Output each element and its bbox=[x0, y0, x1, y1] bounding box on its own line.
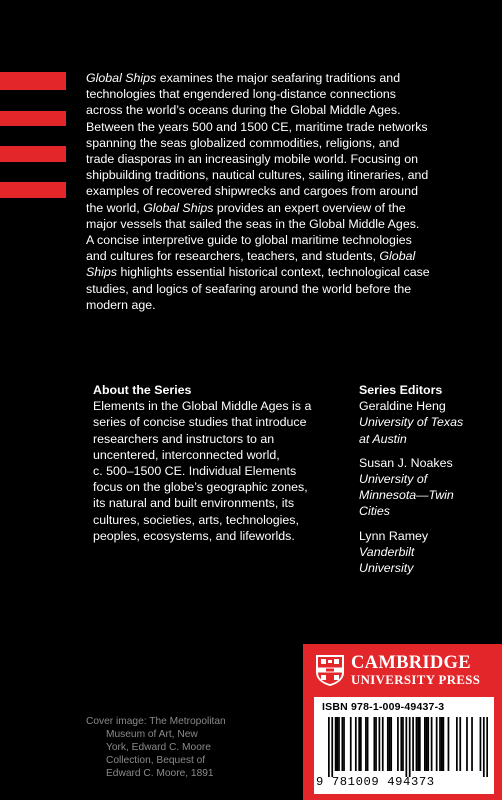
barcode-bar bbox=[412, 717, 414, 771]
book-blurb bbox=[86, 70, 486, 313]
barcode-bar bbox=[350, 717, 352, 771]
red-stripe bbox=[0, 182, 66, 198]
editor-name: Lynn Ramey bbox=[359, 528, 429, 543]
barcode-bar bbox=[483, 717, 485, 777]
about-series-line: cultures, societies, arts, technologies, bbox=[93, 512, 299, 527]
cover-image-credit bbox=[86, 715, 276, 780]
blurb-line bbox=[86, 151, 486, 167]
publisher-logo bbox=[315, 654, 480, 687]
blurb-line bbox=[86, 102, 486, 118]
barcode-bar bbox=[335, 717, 337, 771]
blurb-text: across the world’s oceans during the Global Middle Ages. bbox=[86, 103, 401, 118]
barcode-bar bbox=[387, 717, 389, 771]
blurb-text: studies, and logics of seafaring around the world before the bbox=[86, 281, 412, 296]
barcode-bar bbox=[424, 717, 426, 771]
about-series-line: its natural and built environments, its bbox=[93, 496, 295, 511]
editor-affiliation: University bbox=[359, 561, 414, 576]
blurb-line bbox=[86, 119, 486, 135]
barcode-bar bbox=[459, 717, 461, 771]
editor-affiliation: University of bbox=[359, 472, 428, 487]
barcode-bar bbox=[426, 717, 428, 771]
blurb-text: the world, bbox=[86, 200, 144, 215]
blurb-line bbox=[86, 86, 486, 102]
barcode-bar bbox=[397, 717, 399, 771]
barcode-bar bbox=[358, 717, 360, 771]
series-editor bbox=[359, 455, 494, 520]
blurb-line bbox=[86, 232, 486, 248]
blurb-text: provides an expert overview of the bbox=[213, 200, 406, 215]
publisher-panel bbox=[303, 644, 502, 800]
barcode-bar bbox=[456, 717, 458, 771]
barcode-bar bbox=[389, 717, 391, 771]
red-stripe bbox=[0, 146, 66, 162]
blurb-text: modern age. bbox=[86, 297, 156, 312]
barcode-bar bbox=[417, 717, 419, 771]
red-stripe bbox=[0, 72, 66, 90]
barcode-bar bbox=[331, 717, 333, 777]
blurb-text: Between the years 500 and 1500 CE, maritime trade networks bbox=[86, 119, 428, 134]
barcode-bar bbox=[486, 717, 488, 777]
barcode-bar bbox=[439, 717, 441, 771]
editor-affiliation: Cities bbox=[359, 504, 390, 519]
book-title-italic: Ships bbox=[86, 265, 117, 280]
barcode-bar bbox=[390, 717, 392, 771]
barcode-icon bbox=[328, 717, 488, 777]
isbn-barcode-box bbox=[314, 697, 494, 794]
barcode-bar bbox=[382, 717, 384, 771]
barcode-bar bbox=[402, 717, 404, 771]
book-title-italic: Global Ships bbox=[143, 200, 214, 215]
blurb-line bbox=[86, 70, 486, 86]
credit-line: Museum of Art, New bbox=[106, 729, 198, 740]
editor-affiliation: Vanderbilt bbox=[359, 544, 415, 559]
blurb-line bbox=[86, 200, 486, 216]
cambridge-crest-icon bbox=[315, 654, 345, 687]
barcode-bar bbox=[409, 717, 411, 777]
blurb-text: shipbuilding traditions, nautical cultures, sailing itineraries, and bbox=[86, 168, 429, 183]
barcode-bar bbox=[373, 717, 375, 771]
credit-line: Collection, Bequest of bbox=[106, 755, 206, 766]
barcode-bar bbox=[336, 717, 338, 771]
barcode-bar bbox=[338, 717, 340, 771]
about-series-line: focus on the globe’s geographic zones, bbox=[93, 480, 308, 495]
about-series-text bbox=[93, 398, 338, 544]
editor-affiliation: Minnesota—Twin bbox=[359, 488, 454, 503]
blurb-line bbox=[86, 264, 486, 280]
series-editor bbox=[359, 398, 494, 447]
barcode-bar bbox=[341, 717, 343, 771]
book-title-italic: Global bbox=[379, 249, 416, 264]
blurb-line bbox=[86, 297, 486, 313]
about-series-line: series of concise studies that introduce bbox=[93, 415, 307, 430]
book-title-italic: Global Ships bbox=[86, 71, 157, 85]
barcode-bar bbox=[431, 717, 433, 771]
isbn-label: ISBN 978-1-009-49437-3 bbox=[322, 701, 445, 713]
barcode-bar bbox=[328, 717, 330, 777]
about-series-line: peoples, ecosystems, and lifeworlds. bbox=[93, 528, 295, 543]
barcode-bar bbox=[419, 717, 421, 771]
barcode-bar bbox=[405, 717, 407, 777]
barcode-bar bbox=[448, 717, 450, 771]
blurb-text: spanning the seas globalized commodities, religions, and bbox=[86, 135, 400, 150]
blurb-line bbox=[86, 216, 486, 232]
editor-name: Geraldine Heng bbox=[359, 399, 446, 414]
about-series-line: Elements in the Global Middle Ages is a bbox=[93, 399, 312, 414]
blurb-text: examples of recovered shipwrecks and cargoes from around bbox=[86, 184, 418, 199]
credit-line: Edward C. Moore, 1891 bbox=[106, 768, 214, 779]
about-series-line: c. 500–1500 CE. Individual Elements bbox=[93, 464, 297, 479]
barcode-bar bbox=[400, 717, 402, 771]
blurb-text: major vessels that sailed the seas in the Global Middle Ages. bbox=[86, 216, 420, 231]
editors-list bbox=[359, 398, 494, 576]
series-editors-section bbox=[359, 382, 494, 576]
barcode-bar bbox=[441, 717, 443, 771]
about-series-line: researchers and instructors to an bbox=[93, 431, 275, 446]
editor-affiliation: University of Texas bbox=[359, 415, 464, 430]
publisher-name: CAMBRIDGE bbox=[351, 653, 471, 673]
barcode-bar bbox=[375, 717, 377, 771]
publisher-name-sub: UNIVERSITY PRESS bbox=[351, 673, 481, 687]
barcode-bar bbox=[471, 717, 473, 771]
blurb-text: examines the major seafaring traditions and bbox=[156, 71, 401, 85]
blurb-text: trade diasporas in an increasingly mobile world. Focusing on bbox=[86, 152, 418, 167]
barcode-bar bbox=[367, 717, 369, 771]
blurb-line bbox=[86, 135, 486, 151]
blurb-line bbox=[86, 183, 486, 199]
barcode-bar bbox=[427, 717, 429, 771]
series-editors-heading: Series Editors bbox=[359, 383, 443, 397]
series-editor bbox=[359, 528, 494, 577]
barcode-bar bbox=[416, 717, 418, 771]
barcode-bar bbox=[360, 717, 362, 771]
barcode-bar bbox=[343, 717, 345, 771]
red-stripe bbox=[0, 111, 66, 126]
blurb-text: A concise interpretive guide to global maritime technologies bbox=[86, 233, 412, 248]
credit-line: Cover image: The Metropolitan bbox=[86, 716, 226, 727]
blurb-text: technologies that engendered long-distance connections bbox=[86, 87, 396, 102]
editor-affiliation: at Austin bbox=[359, 431, 407, 446]
blurb-line bbox=[86, 281, 486, 297]
barcode-digits: 9 781009 494373 bbox=[316, 775, 435, 789]
about-series-line: uncentered, interconnected world, bbox=[93, 447, 280, 462]
editor-name: Susan J. Noakes bbox=[359, 455, 453, 470]
barcode-bar bbox=[480, 717, 482, 771]
barcode-bar bbox=[443, 717, 445, 771]
about-series-section bbox=[93, 382, 338, 544]
blurb-line bbox=[86, 167, 486, 183]
blurb-line bbox=[86, 248, 486, 264]
blurb-text: and cultures for researchers, teachers, and students, bbox=[86, 249, 380, 264]
barcode-bar bbox=[379, 717, 381, 771]
about-series-heading: About the Series bbox=[93, 383, 192, 397]
barcode-bar bbox=[355, 717, 357, 771]
barcode-bar bbox=[365, 717, 367, 771]
barcode-bar bbox=[466, 717, 468, 771]
barcode-bar bbox=[436, 717, 438, 771]
blurb-text: highlights essential historical context, technological case bbox=[117, 265, 430, 280]
credit-line: York, Edward C. Moore bbox=[106, 742, 211, 753]
